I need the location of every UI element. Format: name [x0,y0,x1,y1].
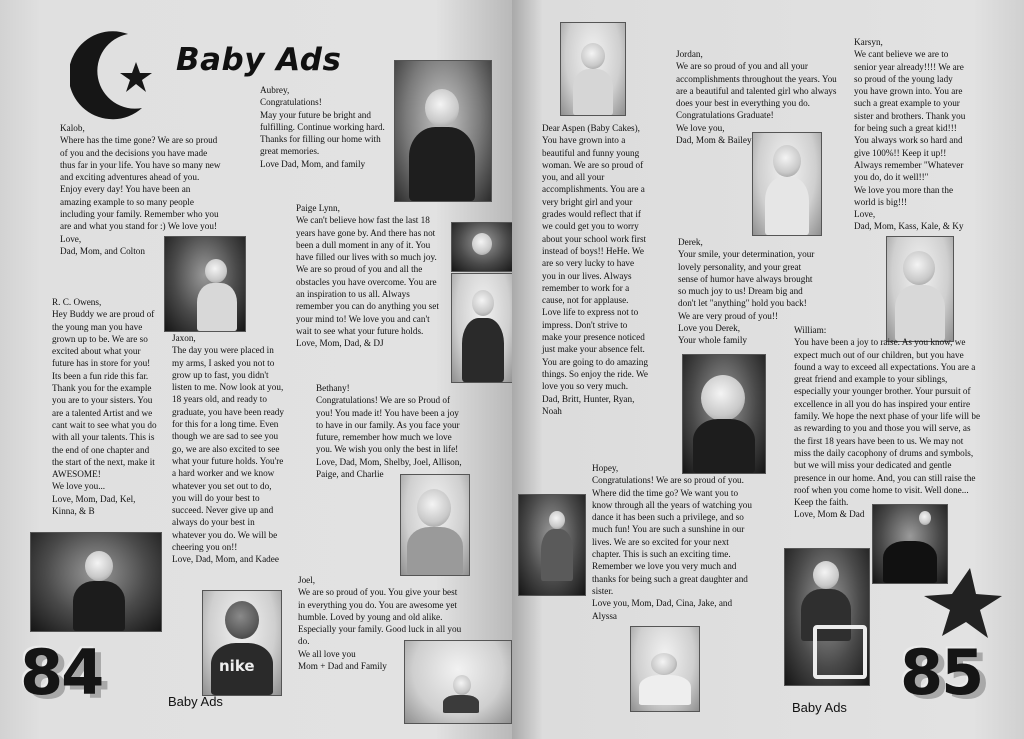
message-hopey: Hopey, Congratulations! We are so proud of you. Where did the time go? We want you to know through all the years of watching you dance it has been such a privilege, and so much fun! You are such a sunshine in our lives. We are so excited for your next chapter. This is such an exciting time. Remember we love you very much and thanks for being such a great daughter and sister. Love you, Mom, Dad, Cina, Jake, and Alyssa [592,463,752,621]
message-aubrey: Aubrey, Congratulations! May your future be bright and fulfilling. Continue working hard. Thanks for filling our home with great memories. Love Dad, Mom, and family [260,85,385,169]
message-bethany: Bethany! Congratulations! We are so Proud of you! You made it! You have been a joy to have in our family. As you face your future, remember how much we love you. We wish you only the best in life! Love, Dad, Mom, Shelby, Joel, Allison, Paige, and Charlie [316,383,462,480]
left-footer-label: Baby Ads [168,694,223,709]
message-karsyn: Karsyn, We cant believe we are to senior year already!!!! We are so proud of the young lady you have grown into. You are such a great example to your sister and brothers. Thank you for being such a great kid!!! You always work so hard and give 100%!! Keep it up!! Always remember "Whatever you do, do it well!!" We love you more than the world is big!!! Love, Dad, Mom, Kass, Kale, & Ky [854,37,966,232]
message-jaxon: Jaxon, The day you were placed in my arms, I asked you not to grow up to fast, you didn't listen to me. Now look at you, 18 years old, and ready to graduate, you have been ready for this for a long time. Even though we are sad to see you go, we are also excited to see what your future holds. You're a hard worker and we know whatever you set out to do, you will do your best to succeed. Never give up and always do your best in whatever you do. We will be cheering you on!! Love, Dad, Mom, and Kadee [172,333,284,565]
photo-joel [404,640,512,724]
message-paige: Paige Lynn, We can't believe how fast the last 18 years have gone by. And there has not been a dull moment in any of it. You have filled our lives with so much joy. We are so proud of you and all the obstacles you have overcome. You are an inspiration to us all. Always remember you can do anything you set your mind to! We love you and can't wait to see what your future holds. Love, Mom, Dad, & DJ [296,203,439,349]
message-jordan: Jordan, We are so proud of you and all your accomplishments throughout the years. You are a beautiful and talented girl who always does your best in everything you do. Congratulations Graduate! We love you, Dad, Mom & Bailey [676,49,837,146]
photo-paige-baby [451,222,512,272]
message-rc-owens: R. C. Owens, Hey Buddy we are proud of the young man you have grown up to be. We are so excited about what your future has in store for you! Its been a fun ride this far. Thank you for the example you are to your sisters. You are a talented Artist and we cant wait to see what you do with all your talents. This is the end of one chapter and the start of the next, make it AWESOME! We love you... Love, Mom, Dad, Kel, Kinna, & B [52,297,157,517]
crescent-star-icon [70,28,160,124]
page-title: Baby Ads [176,42,342,78]
message-aspen: Dear Aspen (Baby Cakes), You have grown into a beautiful and funny young woman. We are so proud of you, and all your accomplishments. You are a very bright girl and your grades would reflect that if we could get you to worry about your school work first instead of boys!! HeHe. We are so very lucky to have you in our lives. Always remember to work for a cause, not for applause. Love life to express not to impress. Don't strive to make your presence noticed just make your absence felt. You are going to do amazing things. So enjoy the ride. We love you so very much. Dad, Britt, Hunter, Ryan, Noah [542,123,649,416]
photo-aubrey [394,60,492,202]
left-page-number: 84 [20,636,103,709]
star-icon [922,566,1002,640]
photo-hopey-baby [630,626,700,712]
message-william: William: You have been a joy to raise. As you know, we expect much out of our children, but you have found a way to exceed all expectations. You are a great friend and example to your siblings, especially your younger brother. Your pursuit of excellence in all you do has inspired your entire family. We hope the next phase of your life will be as rewarding to you and those you will serve, as the first 18 years have been to us. We may not miss the daily cacophony of drums and symbols, but we will miss your dedicated and gentle presence in our home. And, you can still raise the roof when you come home to visit. Well done... Keep the faith. Love, Mom & Dad [794,325,981,520]
message-kalob: Kalob, Where has the time gone? We are so proud of you and the decisions you have made thus far in your life. You have so many new and exciting adventures ahead of you. Enjoy every day! You have been an amazing example to so many people including your family. Remember who you are and what you stand for :) We love you! Love, Dad, Mom, and Colton [60,123,221,256]
photo-hopey [518,494,586,596]
nike-shirt-text: nike [219,657,255,675]
photo-rc-owens [30,532,162,632]
photo-jaxon [202,590,282,696]
photo-bethany [400,474,470,576]
right-page [512,0,1024,739]
message-derek: Derek, Your smile, your determination, your lovely personality, and your great sense of humor have always brought so much joy to us! Dream big and don't let "anything" hold you back! We are very proud of you!! Love you Derek, Your whole family [678,237,815,346]
right-footer-label: Baby Ads [792,700,847,715]
photo-kalob [164,236,246,332]
message-joel: Joel, We are so proud of you. You give your best in everything you do. You are awesome yet humble. Loved by young and old alike. Especially your family. Good luck in all you do. We all love you Mom + Dad and Family [298,575,462,672]
photo-aspen [560,22,626,116]
right-page-number: 85 [900,636,983,709]
photo-paige-senior [451,273,512,383]
photo-jordan [752,132,822,236]
photo-derek [682,354,766,474]
photo-william-baby [784,548,870,686]
